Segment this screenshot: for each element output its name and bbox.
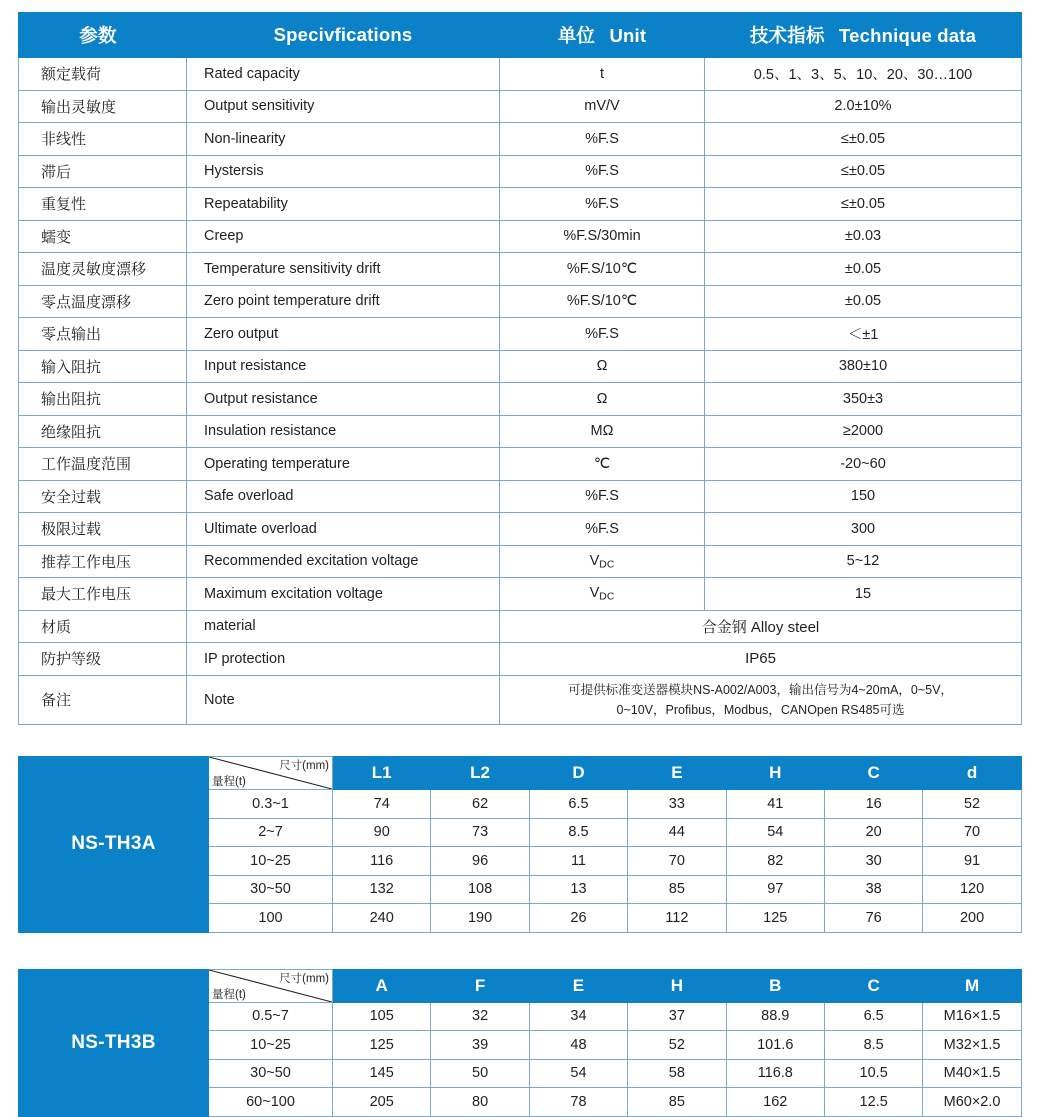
- param-unit: t: [500, 58, 705, 91]
- param-name-cn: 零点温度漂移: [19, 285, 187, 318]
- param-unit: %F.S: [500, 480, 705, 513]
- dim-value: 88.9: [726, 1002, 824, 1031]
- param-unit: $V_{DC}$: [500, 578, 705, 611]
- corner-label-size: 尺寸(mm): [279, 760, 329, 772]
- param-unit: %F.S: [500, 155, 705, 188]
- dim-value: 52: [628, 1031, 726, 1060]
- column-header-parameter: [19, 13, 187, 58]
- dim-value: 30: [824, 847, 922, 876]
- table-row: [19, 578, 1022, 611]
- dim-value: 70: [923, 818, 1021, 847]
- param-name-en: Output sensitivity: [187, 90, 500, 123]
- dim-value: 54: [529, 1059, 627, 1088]
- dim-value: 50: [431, 1059, 529, 1088]
- param-name-en: Zero point temperature drift: [187, 285, 500, 318]
- corner-label-size: 尺寸(mm): [279, 972, 329, 985]
- capacity-range: 10~25: [209, 847, 333, 876]
- dim-value: 39: [431, 1031, 529, 1060]
- param-name-cn: 输出阻抗: [19, 383, 187, 416]
- param-name-cn: 推荐工作电压: [19, 545, 187, 578]
- model-name-th3b: NS-TH3B: [19, 969, 209, 1116]
- table-row: [19, 480, 1022, 513]
- corner-header-cell: [209, 969, 333, 1002]
- dim-value: 82: [726, 847, 824, 876]
- dim-value: 91: [923, 847, 1021, 876]
- dim-value: 44: [628, 818, 726, 847]
- dim-value: 8.5: [824, 1031, 922, 1060]
- param-value: 150: [705, 480, 1022, 513]
- model-name-th3a: NS-TH3A: [19, 757, 209, 933]
- param-unit: MΩ: [500, 415, 705, 448]
- dimension-section-th3a: [18, 756, 1021, 933]
- table-row: [19, 318, 1022, 351]
- dim-value: 16: [824, 790, 922, 819]
- param-value: ±0.03: [705, 220, 1022, 253]
- column-header-d-upper: D: [529, 757, 627, 790]
- param-name-cn: 极限过载: [19, 513, 187, 546]
- param-value: ≥2000: [705, 415, 1022, 448]
- corner-label-capacity: 量程(t): [212, 988, 246, 1001]
- param-value: ≤±0.05: [705, 188, 1022, 221]
- dim-value: 34: [529, 1002, 627, 1031]
- dim-value: 12.5: [824, 1088, 922, 1117]
- param-name-cn: 工作温度范围: [19, 448, 187, 481]
- dim-value: 6.5: [529, 790, 627, 819]
- param-value: 合金钢 Alloy steel: [500, 610, 1022, 643]
- dim-value: 74: [333, 790, 431, 819]
- table-row-note: [19, 675, 1022, 725]
- column-header-f: F: [431, 969, 529, 1002]
- dim-value: 101.6: [726, 1031, 824, 1060]
- column-header-a: A: [333, 969, 431, 1002]
- dim-value: 78: [529, 1088, 627, 1117]
- dim-value: 112: [628, 904, 726, 933]
- column-header-e: E: [529, 969, 627, 1002]
- table-row: [19, 90, 1022, 123]
- column-header-specifications-en: Specivfications: [273, 24, 413, 45]
- param-name-en: Safe overload: [187, 480, 500, 513]
- param-name-cn: 温度灵敏度漂移: [19, 253, 187, 286]
- param-name-en: Input resistance: [187, 350, 500, 383]
- dimension-table-th3b: [18, 969, 1022, 1117]
- param-value: ≤±0.05: [705, 123, 1022, 156]
- column-header-technique-data-cn: 技术指标: [749, 25, 825, 46]
- dim-value: 58: [628, 1059, 726, 1088]
- column-header-m: M: [923, 969, 1021, 1002]
- dim-value: 200: [923, 904, 1021, 933]
- param-name-en: Non-linearity: [187, 123, 500, 156]
- param-unit: $V_{DC}$: [500, 545, 705, 578]
- param-name-en: Creep: [187, 220, 500, 253]
- dim-value: 190: [431, 904, 529, 933]
- capacity-range: 30~50: [209, 875, 333, 904]
- table-row: [19, 188, 1022, 221]
- param-unit: mV/V: [500, 90, 705, 123]
- param-unit: %F.S/30min: [500, 220, 705, 253]
- dim-value: 96: [431, 847, 529, 876]
- table-row: [19, 350, 1022, 383]
- param-name-en: Zero output: [187, 318, 500, 351]
- dim-value: 90: [333, 818, 431, 847]
- column-header-technique-data-en: Technique data: [839, 25, 977, 46]
- param-name-en: Recommended excitation voltage: [187, 545, 500, 578]
- param-name-en: IP protection: [187, 643, 500, 676]
- corner-header-cell: [209, 757, 333, 790]
- table-row: [19, 448, 1022, 481]
- dim-value: M60×2.0: [923, 1088, 1021, 1117]
- param-name-cn: 滞后: [19, 155, 187, 188]
- param-unit: ℃: [500, 448, 705, 481]
- column-header-technique-data: [705, 13, 1022, 58]
- dim-value: 6.5: [824, 1002, 922, 1031]
- param-unit: %F.S/10℃: [500, 253, 705, 286]
- param-name-cn: 额定载荷: [19, 58, 187, 91]
- column-header-c: C: [824, 969, 922, 1002]
- dim-value: 76: [824, 904, 922, 933]
- dim-value: 125: [333, 1031, 431, 1060]
- dim-value: 145: [333, 1059, 431, 1088]
- param-name-cn: 输出灵敏度: [19, 90, 187, 123]
- param-name-cn: 最大工作电压: [19, 578, 187, 611]
- param-value: 5~12: [705, 545, 1022, 578]
- table-row: [19, 545, 1022, 578]
- dim-value: 205: [333, 1088, 431, 1117]
- param-value: IP65: [500, 643, 1022, 676]
- specification-table: [18, 12, 1022, 725]
- dim-value: 13: [529, 875, 627, 904]
- table-row: [19, 58, 1022, 91]
- param-value: 380±10: [705, 350, 1022, 383]
- column-header-unit: [500, 13, 705, 58]
- corner-label-capacity: 量程(t): [212, 776, 246, 788]
- column-header-d-lower: d: [923, 757, 1021, 790]
- dim-value: 85: [628, 1088, 726, 1117]
- param-name-cn: 非线性: [19, 123, 187, 156]
- dim-value: 116.8: [726, 1059, 824, 1088]
- dim-value: 116: [333, 847, 431, 876]
- capacity-range: 60~100: [209, 1088, 333, 1117]
- dim-value: 11: [529, 847, 627, 876]
- dim-value: 73: [431, 818, 529, 847]
- param-value: -20~60: [705, 448, 1022, 481]
- param-name-en: Repeatability: [187, 188, 500, 221]
- param-value: ±0.05: [705, 253, 1022, 286]
- param-name-cn: 零点输出: [19, 318, 187, 351]
- param-name-en: Rated capacity: [187, 58, 500, 91]
- param-name-cn: 安全过载: [19, 480, 187, 513]
- table-row: [19, 285, 1022, 318]
- column-header-specifications: [187, 13, 500, 58]
- param-value: 15: [705, 578, 1022, 611]
- column-header-c: C: [824, 757, 922, 790]
- param-name-cn: 材质: [19, 610, 187, 643]
- param-name-en: Temperature sensitivity drift: [187, 253, 500, 286]
- dimension-table-th3a: [18, 756, 1022, 933]
- dim-value: M16×1.5: [923, 1002, 1021, 1031]
- dim-value: 120: [923, 875, 1021, 904]
- param-unit: %F.S: [500, 513, 705, 546]
- param-name-en: Insulation resistance: [187, 415, 500, 448]
- param-value: ±0.05: [705, 285, 1022, 318]
- note-label-cn: 备注: [19, 675, 187, 725]
- note-line-2: 0~10V，Profibus，Modbus，CANOpen RS485可选: [616, 702, 905, 717]
- capacity-range: 30~50: [209, 1059, 333, 1088]
- param-unit: %F.S: [500, 123, 705, 156]
- dim-value: 38: [824, 875, 922, 904]
- dim-value: 37: [628, 1002, 726, 1031]
- param-name-en: Hystersis: [187, 155, 500, 188]
- table-row: [19, 610, 1022, 643]
- param-value: 0.5、1、3、5、10、20、30…100: [705, 58, 1022, 91]
- table-row: [19, 513, 1022, 546]
- param-value: 2.0±10%: [705, 90, 1022, 123]
- dim-value: 48: [529, 1031, 627, 1060]
- param-name-en: Maximum excitation voltage: [187, 578, 500, 611]
- note-label-en: Note: [187, 675, 500, 725]
- param-unit: %F.S: [500, 318, 705, 351]
- column-header-h: H: [726, 757, 824, 790]
- table-row: [19, 220, 1022, 253]
- dim-value: 8.5: [529, 818, 627, 847]
- param-name-cn: 输入阻抗: [19, 350, 187, 383]
- dimension-section-th3b: [18, 969, 1021, 1117]
- capacity-range: 0.3~1: [209, 790, 333, 819]
- dim-value: 132: [333, 875, 431, 904]
- column-header-e: E: [628, 757, 726, 790]
- column-header-b: B: [726, 969, 824, 1002]
- table-header-row: [19, 969, 1022, 1002]
- param-value: 300: [705, 513, 1022, 546]
- dim-value: 26: [529, 904, 627, 933]
- dim-value: 41: [726, 790, 824, 819]
- table-row: [19, 155, 1022, 188]
- param-name-en: Operating temperature: [187, 448, 500, 481]
- param-name-en: Ultimate overload: [187, 513, 500, 546]
- param-name-en: material: [187, 610, 500, 643]
- dim-value: 105: [333, 1002, 431, 1031]
- param-value: ≤±0.05: [705, 155, 1022, 188]
- dim-value: 85: [628, 875, 726, 904]
- param-unit: %F.S/10℃: [500, 285, 705, 318]
- column-header-parameter-cn: 参数: [79, 25, 117, 46]
- param-unit: Ω: [500, 383, 705, 416]
- dim-value: 54: [726, 818, 824, 847]
- column-header-unit-cn: 单位: [557, 25, 596, 46]
- dim-value: 97: [726, 875, 824, 904]
- param-unit: %F.S: [500, 188, 705, 221]
- dim-value: 62: [431, 790, 529, 819]
- param-value: 350±3: [705, 383, 1022, 416]
- dim-value: 52: [923, 790, 1021, 819]
- column-header-l1: L1: [333, 757, 431, 790]
- table-header-row: [19, 13, 1022, 58]
- note-line-1: 可提供标准变送器模块NS-A002/A003，输出信号为4~20mA，0~5V，: [568, 682, 953, 697]
- dim-value: M32×1.5: [923, 1031, 1021, 1060]
- table-row: [19, 383, 1022, 416]
- param-name-cn: 绝缘阻抗: [19, 415, 187, 448]
- param-value: ＜±1: [705, 318, 1022, 351]
- table-row: [19, 253, 1022, 286]
- param-name-cn: 重复性: [19, 188, 187, 221]
- dim-value: 33: [628, 790, 726, 819]
- capacity-range: 0.5~7: [209, 1002, 333, 1031]
- dim-value: 32: [431, 1002, 529, 1031]
- table-row: [19, 415, 1022, 448]
- capacity-range: 100: [209, 904, 333, 933]
- column-header-l2: L2: [431, 757, 529, 790]
- dim-value: 240: [333, 904, 431, 933]
- dim-value: 70: [628, 847, 726, 876]
- capacity-range: 10~25: [209, 1031, 333, 1060]
- param-name-cn: 蠕变: [19, 220, 187, 253]
- dim-value: 108: [431, 875, 529, 904]
- table-row: [19, 643, 1022, 676]
- dim-value: 80: [431, 1088, 529, 1117]
- param-name-en: Output resistance: [187, 383, 500, 416]
- param-unit: Ω: [500, 350, 705, 383]
- dim-value: 125: [726, 904, 824, 933]
- dim-value: M40×1.5: [923, 1059, 1021, 1088]
- note-text: [500, 675, 1022, 725]
- table-header-row: [19, 757, 1022, 790]
- table-row: [19, 123, 1022, 156]
- dim-value: 20: [824, 818, 922, 847]
- param-name-cn: 防护等级: [19, 643, 187, 676]
- dim-value: 10.5: [824, 1059, 922, 1088]
- column-header-h: H: [628, 969, 726, 1002]
- dim-value: 162: [726, 1088, 824, 1117]
- capacity-range: 2~7: [209, 818, 333, 847]
- column-header-unit-en: Unit: [609, 25, 647, 46]
